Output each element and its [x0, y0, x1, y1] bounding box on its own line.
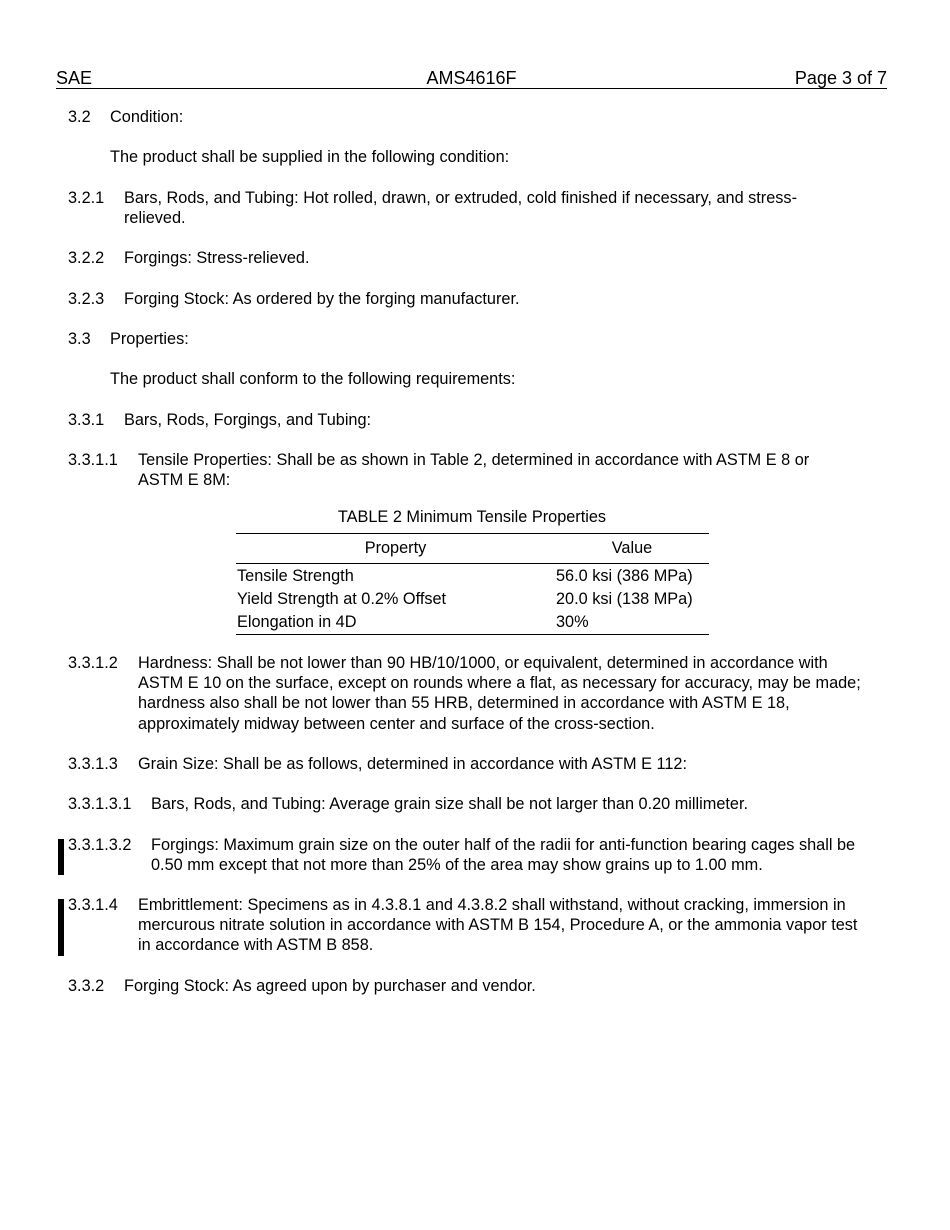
section-3-3-1-4: [68, 895, 888, 957]
table-cell-property: Yield Strength at 0.2% Offset: [237, 590, 447, 608]
table-cell-property: Elongation in 4D: [236, 611, 555, 635]
section-number: 3.3.2: [68, 977, 105, 995]
section-number: 3.2.2: [68, 249, 105, 267]
section-number: 3.3: [68, 330, 91, 348]
tensile-properties-table: [236, 533, 709, 635]
change-bar: [58, 839, 64, 875]
section-3-3-1-3-2: [68, 835, 888, 877]
table-cell-value: 30%: [555, 611, 709, 635]
table-row: [236, 611, 709, 635]
table-caption: TABLE 2 Minimum Tensile Properties: [337, 508, 607, 526]
section-number: 3.3.1.2: [68, 654, 118, 672]
header-doc-number: AMS4616F: [426, 68, 517, 88]
column-header-property: Property: [236, 534, 555, 564]
header-page-number: Page 3 of 7: [794, 68, 887, 88]
table-cell-value: 20.0 ksi (138 MPa): [556, 590, 693, 608]
table-cell-property: Tensile Strength: [237, 567, 354, 585]
table-header-row: [236, 534, 709, 564]
section-text: Condition:: [110, 108, 184, 126]
section-text: Bars, Rods, and Tubing: Hot rolled, drawn, or extruded, cold finished if necessary, and stress-relieved.: [124, 189, 797, 228]
section-text: Grain Size: Shall be as follows, determined in accordance with ASTM E 112:: [138, 755, 688, 773]
section-number: 3.3.1.3: [68, 755, 118, 773]
section-number: 3.2.1: [68, 189, 105, 207]
section-3-3-1-2: [68, 653, 888, 735]
section-3-2-1: [68, 188, 888, 230]
section-number: 3.3.1.1: [68, 451, 118, 469]
section-text: Bars, Rods, and Tubing: Average grain size shall be not larger than 0.20 millimeter.: [151, 795, 749, 813]
column-header-value: Value: [555, 534, 709, 564]
header-org: SAE: [56, 68, 93, 88]
section-text: Hardness: Shall be not lower than 90 HB/10/1000, or equivalent, determined in accordance with ASTM E 10 on the surface, except on rounds where a flat, as necessary for accuracy, may be made; hardness also shall be not lower than 55 HRB, determined in accordance with ASTM E 18, approximately midway between center and surface of the cross-section.: [138, 654, 861, 733]
section-number: 3.3.1.4: [68, 896, 118, 914]
change-bar: [58, 899, 64, 956]
section-number: 3.3.1.3.2: [68, 836, 132, 854]
section-number: 3.3.1.3.1: [68, 795, 132, 813]
section-text: Forgings: Maximum grain size on the outer half of the radii for anti-function bearing cages shall be 0.50 mm except that not more than 25% of the area may show grains up to 1.00 mm.: [151, 836, 856, 875]
section-text: Properties:: [110, 330, 189, 348]
section-number: 3.2.3: [68, 290, 105, 308]
section-text: Bars, Rods, Forgings, and Tubing:: [124, 411, 372, 429]
section-text: Tensile Properties: Shall be as shown in Table 2, determined in accordance with ASTM E 8 or ASTM E 8M:: [138, 451, 810, 490]
section-text: Forging Stock: As agreed upon by purchaser and vendor.: [124, 977, 536, 995]
section-text: Embrittlement: Specimens as in 4.3.8.1 and 4.3.8.2 shall withstand, without cracking, immersion in mercurous nitrate solution in accordance with ASTM B 154, Procedure A, or the ammonia vapor test in accordance with ASTM B 858.: [138, 896, 858, 955]
section-text: Forgings: Stress-relieved.: [124, 249, 310, 267]
table-cell-value: 56.0 ksi (386 MPa): [556, 567, 693, 585]
section-3-3-1-1: [68, 450, 888, 492]
table-row: [236, 588, 709, 611]
section-text: Forging Stock: As ordered by the forging manufacturer.: [124, 290, 520, 308]
page-header: [56, 68, 887, 89]
section-3-2-intro: [110, 147, 870, 167]
section-text: The product shall be supplied in the following condition:: [110, 148, 510, 166]
table-row: [236, 564, 709, 589]
section-number: 3.3.1: [68, 411, 105, 429]
section-text: The product shall conform to the following requirements:: [110, 370, 516, 388]
section-number: 3.2: [68, 108, 91, 126]
section-3-3-intro: [110, 369, 870, 389]
